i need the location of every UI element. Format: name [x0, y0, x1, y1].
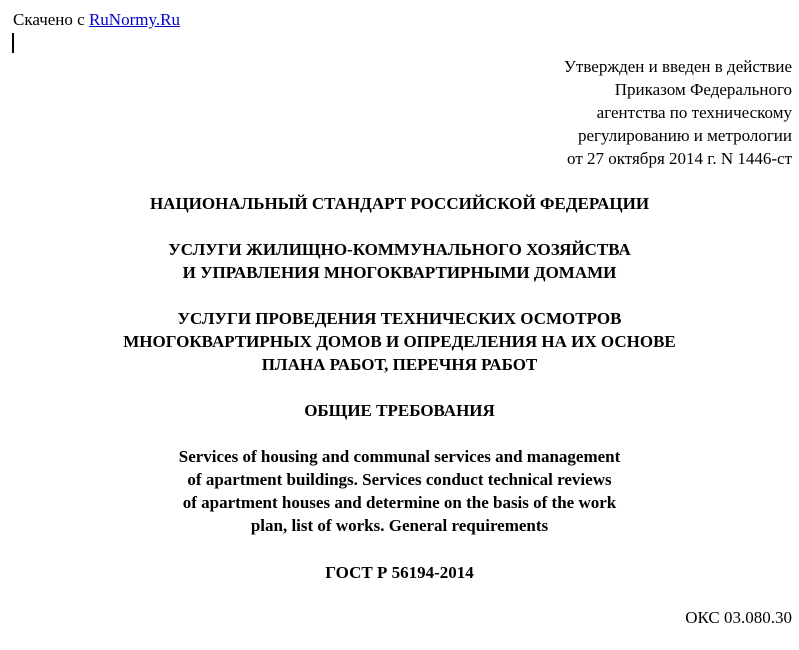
gost-number: [0, 561, 799, 584]
text-cursor: [12, 33, 14, 53]
approval-block: [564, 55, 792, 170]
requirements-label: ОБЩИЕ ТРЕБОВАНИЯ: [304, 401, 495, 420]
english-title: [0, 445, 799, 537]
gost-number-text: ГОСТ Р 56194-2014: [325, 563, 474, 582]
national-title: НАЦИОНАЛЬНЫЙ СТАНДАРТ РОССИЙСКОЙ ФЕДЕРАЦИИ: [149, 194, 650, 213]
approval-line: регулированию и метрологии: [577, 126, 792, 145]
english-line: plan, list of works. General requirements: [250, 516, 549, 535]
source-line: [13, 9, 180, 31]
source-prefix: Скачено с: [13, 10, 89, 29]
standard-subtitle: [0, 307, 799, 376]
approval-line: агентства по техническому: [596, 103, 792, 122]
subtitle-line: УСЛУГИ ПРОВЕДЕНИЯ ТЕХНИЧЕСКИХ ОСМОТРОВ: [177, 309, 622, 328]
oks-code: ОКС 03.080.30: [685, 608, 792, 627]
standard-title: [0, 238, 799, 284]
approval-line: от 27 октября 2014 г. N 1446-ст: [567, 149, 792, 168]
subtitle-line: МНОГОКВАРТИРНЫХ ДОМОВ И ОПРЕДЕЛЕНИЯ НА ИХ ОСНОВЕ: [123, 332, 676, 351]
subtitle-line: ПЛАНА РАБОТ, ПЕРЕЧНЯ РАБОТ: [261, 355, 538, 374]
english-line: Services of housing and communal services and management: [178, 447, 621, 466]
title-line: И УПРАВЛЕНИЯ МНОГОКВАРТИРНЫМИ ДОМАМИ: [182, 263, 617, 282]
approval-line: Приказом Федерального: [614, 80, 792, 99]
approval-line: Утвержден и введен в действие: [563, 57, 792, 76]
requirements-heading: [0, 399, 799, 422]
national-standard-heading: [0, 192, 799, 215]
title-line: УСЛУГИ ЖИЛИЩНО-КОММУНАЛЬНОГО ХОЗЯЙСТВА: [168, 240, 631, 259]
english-line: of apartment houses and determine on the basis of the work: [182, 493, 617, 512]
source-link[interactable]: RuNormy.Ru: [88, 10, 180, 29]
english-line: of apartment buildings. Services conduct technical reviews: [187, 470, 612, 489]
